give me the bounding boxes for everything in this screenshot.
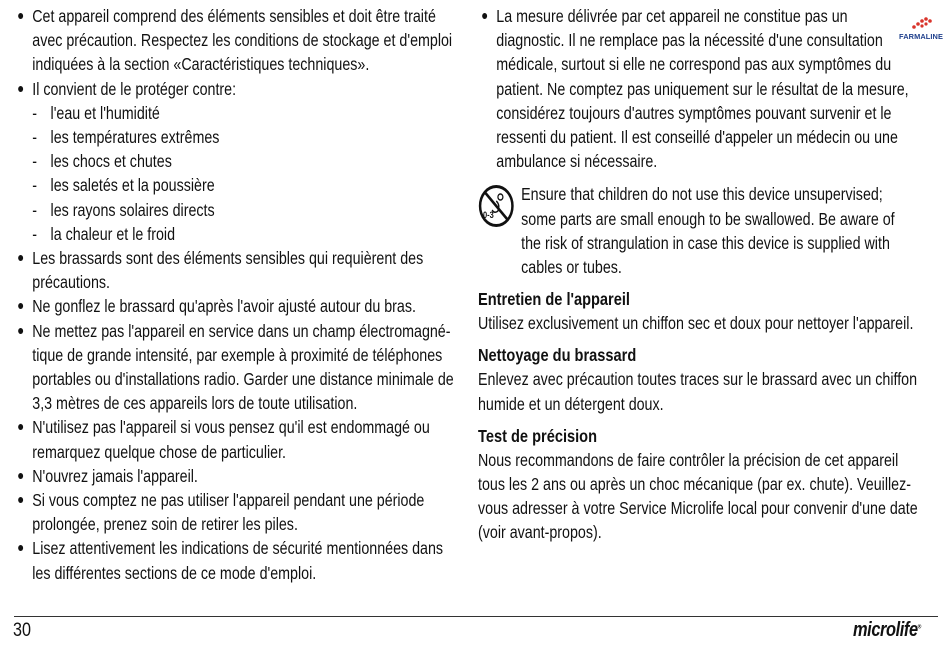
list-item: Cet appareil comprend des éléments sensibles et doit être traité avec précaution. Respectez les conditions de stockage et d'emploi indiquées à la section «Caractéristiques techniques». (14, 4, 454, 77)
list-item: Les brassards sont des éléments sensibles qui requièrent des précautions. (14, 246, 454, 294)
sub-list-item: - l'eau et l'humidité (32, 101, 454, 125)
brand-logo: microlife® (853, 619, 921, 641)
safety-list (14, 4, 454, 585)
list-item: N'utilisez pas l'appareil si vous pensez qu'il est endommagé ou remarquez quelque chose de particulier. (14, 415, 454, 463)
list-item: Lisez attentivement les indications de sécurité mentionnées dans les différentes sections de ce mode d'emploi. (14, 536, 454, 584)
sub-list-item: - les chocs et chutes (32, 149, 454, 173)
list-item: Il convient de le protéger contre: - l'eau et l'humidité - les températures extrêmes - les chocs et chutes - les saletés et la poussière - les rayons solaires directs - la chaleur et le froid (14, 77, 454, 246)
diagnosis-list (478, 4, 918, 173)
list-item: N'ouvrez jamais l'appareil. (14, 464, 454, 488)
protection-sublist (32, 101, 454, 246)
sub-list-item: - les rayons solaires directs (32, 198, 454, 222)
section-heading: Nettoyage du brassard (478, 345, 637, 366)
warning-text: Ensure that children do not use this device unsupervised; some parts are small enough to be swallowed. Be aware of the risk of strangulation in case this device is supplied with cables or tubes. (521, 184, 895, 278)
section-body: Enlevez avec précaution toutes traces sur le brassard avec un chiffon humide et un détergent doux. (478, 369, 918, 414)
section-body: Nous recommandons de faire contrôler la précision de cet appareil tous les 2 ans ou après un choc mécanique (par ex. chute). Veuillez-vous adresser à votre Service Microlife local pour convenir d'une date (voir avant-propos). (478, 449, 918, 543)
section-heading: Entretien de l'appareil (478, 289, 630, 310)
right-column (478, 4, 918, 545)
footer-divider (14, 616, 938, 617)
list-item: La mesure délivrée par cet appareil ne constitue pas un diagnostic. Il ne remplace pas la nécessité d'une consultation médicale, surtout si elle ne correspond pas aux symptômes du patient. Ne comptez pas uniquement sur le résultat de la mesure, considérez toujours d'autres symptômes pouvant survenir et le ressenti du patient. Il est conseillé d'appeler un médecin ou une ambulance si nécessaire. (478, 4, 918, 173)
page-number: 30 (13, 620, 31, 641)
list-item: Ne mettez pas l'appareil en service dans un champ électromagné-tique de grande intensité, par exemple à proximité de téléphones portables ou d'installations radio. Garder une distance minimale de 3,3 mètres de ces appareils lors de toute utilisation. (14, 319, 454, 416)
list-item: Si vous comptez ne pas utiliser l'appareil pendant une période prolongée, prenez soin de retirer les piles. (14, 488, 454, 536)
section-heading: Test de précision (478, 425, 598, 446)
sub-list-item: - les températures extrêmes (32, 125, 454, 149)
left-column (14, 4, 454, 585)
no-children-0-3-icon (478, 184, 515, 228)
icon-age-label: 0-3 (482, 210, 494, 221)
children-warning (478, 182, 918, 279)
list-item: Ne gonflez le brassard qu'après l'avoir ajusté autour du bras. (14, 294, 454, 318)
sub-list-item: - la chaleur et le froid (32, 222, 454, 246)
section-body: Utilisez exclusivement un chiffon sec et doux pour nettoyer l'appareil. (478, 313, 914, 334)
sub-list-item: - les saletés et la poussière (32, 173, 454, 197)
logo-text: FARMALINE (898, 32, 943, 41)
